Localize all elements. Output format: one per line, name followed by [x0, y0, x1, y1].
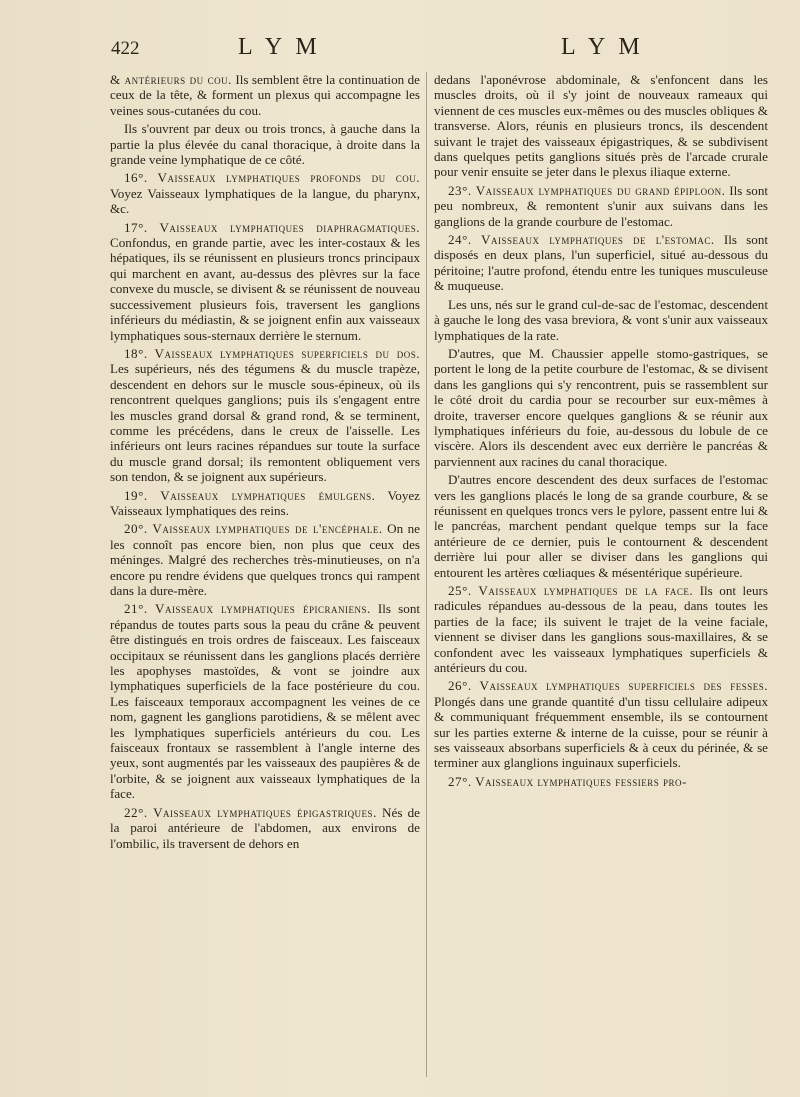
entry-text: Ils sont disposés en deux plans, l'un superficiel, situé au-dessous du péritoine; l'autre profond, étendu entre les tuniques musculeuse & muqueuse. — [434, 232, 768, 294]
paragraph — [110, 488, 420, 519]
entry-text: Ils s'ouvrent par deux ou trois troncs, à gauche dans la partie la plus élevée du canal thoracique, à droite dans la grande veine lymphatique de ce côté. — [110, 121, 420, 168]
paragraph — [110, 220, 420, 343]
entry-lead: 24°. Vaisseaux lymphatiques de l'estomac. — [448, 232, 715, 248]
entry-text: Les supérieurs, nés des tégumens & du muscle trapèze, descendent en dehors sur le muscle sous-épineux, où ils rencontrent quelques ganglions; puis ils s'engagent entre les muscles grand dorsal & grand rond, & se terminent, comme les précédens, dans le creux de l'aisselle. Les inférieurs ont leurs racines répandues sur toute la surface du muscle grand dorsal; ils remontent obliquement vers son tendon, & se joignent aux supérieurs. — [110, 361, 420, 485]
paragraph — [110, 121, 420, 167]
paragraph — [110, 805, 420, 851]
entry-lead: 17°. Vaisseaux lymphatiques diaphragmatiques. — [124, 219, 420, 235]
entry-lead: 16°. Vaisseaux lymphatiques profonds du cou. — [124, 170, 420, 186]
entry-text: Ils ont leurs radicules répandues au-dessous de la peau, dans toutes les parties de la face; ils suivent le trajet de la veine faciale, viennent se diviser dans les ganglions sous-maxillaires, & se confondent avec les vaisseaux lymphatiques superficiels & antérieurs du cou. — [434, 583, 768, 676]
entry-text: Plongés dans une grande quantité d'un tissu cellulaire adipeux & communiquant fréquemment ensemble, ils se contournent sur les parties externe & interne de la cuisse, pour se réunir à ses vaisseaux absorbans superficiels & à ceux du périnée, & se terminer aux glanglions inguinaux superficiels. — [434, 693, 768, 771]
entry-lead: 25°. Vaisseaux lymphatiques de la face. — [448, 583, 694, 598]
entry-lead: 23°. Vaisseaux lymphatiques du grand épiploon. — [448, 182, 726, 198]
entry-lead: 27°. Vaisseaux lymphatiques fessiers pro- — [448, 773, 687, 789]
entry-lead: 20°. Vaisseaux lymphatiques de l'encéphale. — [124, 521, 383, 537]
paragraph — [434, 678, 768, 770]
entry-text: D'autres encore descendent des deux surfaces de l'estomac vers les ganglions placés le long de sa grande courbure, & se réunissent en quelques troncs vers le pylore, passent entre lui & le pancréas, marchent pendant quelque temps sur la face antérieure de ce dernier, puis le contournent & descendent derrière lui pour aller se diviser dans les ganglions qui entourent les artères cœliaques & mésentérique supérieure. — [434, 472, 768, 580]
paragraph — [434, 472, 768, 580]
page-number: 422 — [111, 38, 140, 59]
paragraph — [434, 346, 768, 469]
entry-lead: 21°. Vaisseaux lymphatiques épicraniens. — [124, 601, 371, 617]
entry-text: Ils sont répandus de toutes parts sous la peau du crâne & peuvent être distingués en trois ordres de faisceaux. Les faisceaux occipitaux se réunissent dans les ganglions placés derrière les apophyses mastoïdes, & vont se joindre aux lymphatiques superficiels de la face postérieure du cou. Les faisceaux temporaux accompagnent les veines de ce nom, gagnent les ganglions parotidiens, & se mêlent avec les lymphatiques superficiels antérieurs du cou. Les faisceaux frontaux se rassemblent à l'angle interne des yeux, sont augmentés par les vaisseaux des paupières & de l'orbite, & se joignent aux vaisseaux lymphatiques de la face. — [110, 601, 421, 802]
entry-text: Voyez Vaisseaux lymphatiques des reins. — [110, 487, 420, 518]
page-header — [0, 34, 800, 64]
entry-text: On ne les connoît pas encore bien, non plus que ceux des méninges. Malgré des recherches très-minutieuses, on n'a encore pu rendre évidens que quelques troncs qui rampent dans la dure-mère. — [110, 521, 420, 598]
entry-text: Ils semblent être la continuation de ceux de la tête, & forment un plexus qui accompagne les veines sous-cutanées du cou. — [110, 72, 420, 118]
column-divider — [426, 72, 427, 1077]
right-column — [434, 72, 768, 792]
paragraph — [434, 183, 768, 229]
entry-text: Nés de la paroi antérieure de l'abdomen, aux environs de l'ombilic, ils traversent de dehors en — [110, 804, 420, 851]
paragraph — [434, 297, 768, 343]
paragraph — [434, 774, 768, 789]
paragraph — [434, 583, 768, 675]
paragraph — [110, 521, 420, 598]
entry-text: D'autres, que M. Chaussier appelle stomo-gastriques, se portent le long de la petite courbure de l'estomac, & se divisent dans les ganglions qui s'y rencontrent, puis se rassemblent sur le côté droit du cardia pour se recourber sur eux-mêmes à droite, traverser encore quelques ganglions & se réunir aux lymphatiques inférieurs du foie, au-dessous du lobule de ce viscère. Alors ils descendent avec eux derrière le pancréas & parviennent aux racines du canal thoracique. — [434, 345, 768, 469]
entry-text: Ils sont peu nombreux, & remontent s'unir aux suivans dans les ganglions de la grande courbure de l'estomac. — [434, 182, 769, 229]
running-head-left: L Y M — [238, 34, 321, 60]
entry-text: Les uns, nés sur le grand cul-de-sac de l'estomac, descendent à gauche le long des vasa breviora, & vont s'unir aux vaisseaux lymphatiques de la rate. — [434, 296, 768, 343]
entry-text: Voyez Vaisseaux lymphatiques de la langue, du pharynx, &c. — [110, 185, 420, 217]
paragraph — [434, 72, 768, 180]
paragraph — [110, 346, 420, 485]
entry-text: Confondus, en grande partie, avec les inter-costaux & les hépatiques, ils se réunissent en plusieurs troncs principaux qui marchent en avant, au-dessus des plèvres sur la face convexe du muscle, se divisent & se réunissent de nouveau successivement plusieurs fois, traversent les ganglions inférieurs du médiastin, & se joignent enfin aux vaisseaux lymphatiques sous-sternaux derrière le sternum. — [110, 235, 420, 343]
entry-lead: 26°. Vaisseaux lymphatiques superficiels des fesses. — [448, 678, 768, 694]
entry-lead: 18°. Vaisseaux lymphatiques superficiels du dos. — [124, 345, 420, 361]
running-head-right: L Y M — [561, 34, 644, 60]
paragraph — [110, 170, 420, 216]
paragraph — [110, 72, 420, 118]
left-column — [110, 72, 420, 854]
paragraph — [434, 232, 768, 294]
entry-lead: 19°. Vaisseaux lymphatiques émulgens. — [124, 487, 376, 503]
paragraph — [110, 601, 420, 801]
entry-text: dedans l'aponévrose abdominale, & s'enfoncent dans les muscles droits, où il s'y joint de nouveaux rameaux qui viennent de ces muscles eux-mêmes ou des muscles obliques & transverse. Alors, réunis en plusieurs troncs, ils descendent suivant le trajet des vaisseaux épigastriques, & se subdivisent dans quelques petits ganglions situés près de l'arcade crurale pour venir ensuite se jeter dans le plexus iliaque externe. — [434, 72, 768, 180]
entry-lead: & antérieurs du cou. — [110, 72, 232, 87]
entry-lead: 22°. Vaisseaux lymphatiques épigastriques. — [124, 804, 377, 820]
